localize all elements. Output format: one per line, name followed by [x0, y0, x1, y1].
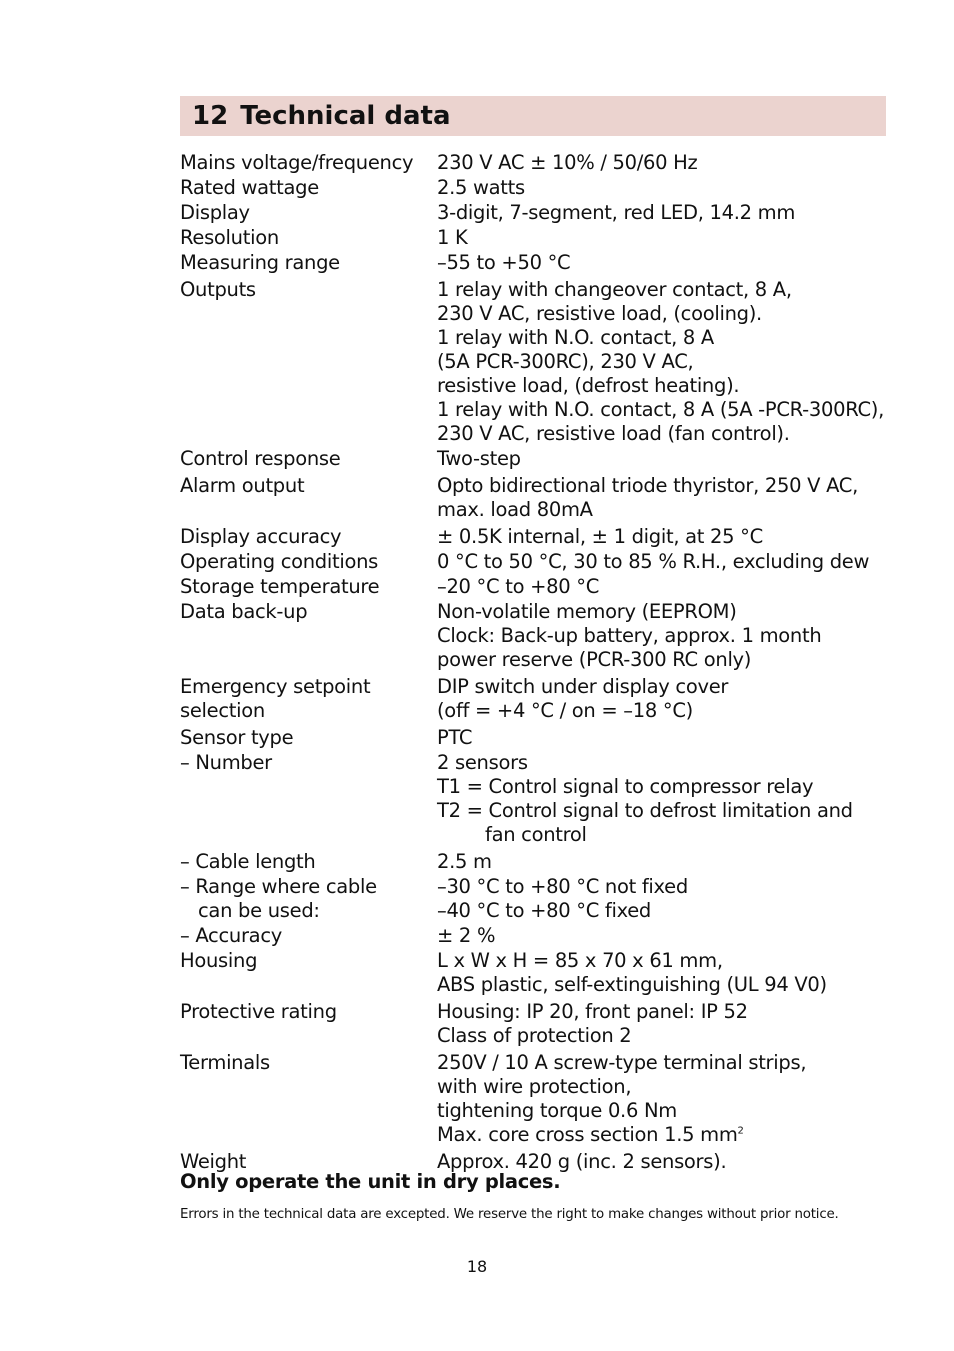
spec-value-line: [437, 251, 920, 275]
superscript: 2: [737, 1125, 744, 1137]
spec-value: [437, 176, 920, 200]
spec-value-line: [437, 1099, 920, 1123]
spec-label: [180, 525, 437, 549]
spec-row: [180, 474, 920, 522]
spec-row: [180, 1051, 920, 1147]
spec-value-line: [437, 726, 920, 750]
spec-value-text: Opto bidirectional triode thyristor, 250 V AC,: [437, 474, 858, 497]
spec-value-line: [437, 850, 920, 874]
spec-value-text: Class of protection 2: [437, 1024, 632, 1047]
spec-value-text: 2 sensors: [437, 751, 528, 774]
spec-value-line: [437, 600, 920, 624]
spec-value-line: [437, 799, 920, 823]
spec-row: [180, 525, 920, 549]
spec-value-text: ± 2 %: [437, 924, 496, 947]
spec-value: [437, 751, 920, 847]
spec-value: [437, 278, 920, 446]
spec-value-text: 1 relay with N.O. contact, 8 A (5A -PCR-300RC),: [437, 398, 884, 421]
spec-value: [437, 1051, 920, 1147]
spec-label: [180, 550, 437, 574]
spec-label: [180, 278, 437, 446]
spec-value-text: tightening torque 0.6 Nm: [437, 1099, 677, 1122]
spec-row: [180, 600, 920, 672]
spec-label: [180, 875, 437, 923]
spec-label-line: Display accuracy: [180, 525, 342, 548]
spec-label: [180, 924, 437, 948]
spec-value-text: –55 to +50 °C: [437, 251, 571, 274]
spec-value-line: [437, 823, 920, 847]
spec-value-text: DIP switch under display cover: [437, 675, 729, 698]
spec-label: [180, 447, 437, 471]
spec-value: [437, 949, 920, 997]
spec-value-text: 1 relay with N.O. contact, 8 A: [437, 326, 714, 349]
spec-value-line: [437, 302, 920, 326]
spec-value: [437, 474, 920, 522]
spec-row: [180, 278, 920, 446]
spec-value-text: Max. core cross section 1.5 mm: [437, 1123, 738, 1146]
spec-value-text: power reserve (PCR-300 RC only): [437, 648, 752, 671]
spec-value-line: [437, 350, 920, 374]
spec-value: [437, 525, 920, 549]
spec-row: [180, 226, 920, 250]
spec-value-line: [437, 398, 920, 422]
spec-value-line: [437, 226, 920, 250]
spec-label-line: can be used:: [198, 899, 320, 922]
spec-value-line: [437, 326, 920, 350]
spec-value-line: [437, 176, 920, 200]
spec-label-line: Emergency setpoint: [180, 675, 371, 698]
section-number: 12: [192, 101, 229, 131]
spec-label: [180, 949, 437, 997]
spec-value-line: [437, 1000, 920, 1024]
spec-label-line: – Accuracy: [180, 924, 282, 947]
spec-value-line: [437, 374, 920, 398]
spec-label-line: Outputs: [180, 278, 256, 301]
spec-value-text: 1 K: [437, 226, 468, 249]
spec-value-text: 1 relay with changeover contact, 8 A,: [437, 278, 792, 301]
spec-value-line: [437, 151, 920, 175]
spec-value: [437, 1000, 920, 1048]
spec-value-line: [437, 751, 920, 775]
spec-value-line: [437, 575, 920, 599]
spec-value-line: [437, 201, 920, 225]
spec-label-line: Terminals: [180, 1051, 270, 1074]
spec-value: [437, 151, 920, 175]
spec-value-text: Approx. 420 g (inc. 2 sensors).: [437, 1150, 727, 1173]
spec-value-line: [437, 949, 920, 973]
spec-value-text: 3-digit, 7-segment, red LED, 14.2 mm: [437, 201, 796, 224]
spec-table: [180, 151, 920, 1174]
spec-value-line: [437, 699, 920, 723]
spec-label: [180, 1000, 437, 1048]
spec-row: [180, 176, 920, 200]
spec-value-text: PTC: [437, 726, 473, 749]
spec-row: [180, 1000, 920, 1048]
spec-value-line: [437, 1075, 920, 1099]
spec-value-text: –30 °C to +80 °C not fixed: [437, 875, 688, 898]
spec-label: [180, 474, 437, 522]
spec-row: [180, 949, 920, 997]
spec-label: [180, 726, 437, 750]
spec-label: [180, 251, 437, 275]
spec-value-text: 230 V AC ± 10% / 50/60 Hz: [437, 151, 698, 174]
spec-value-text: 0 °C to 50 °C, 30 to 85 % R.H., excluding dew: [437, 550, 870, 573]
spec-row: [180, 751, 920, 847]
spec-row: [180, 726, 920, 750]
spec-value: [437, 726, 920, 750]
spec-value-text: resistive load, (defrost heating).: [437, 374, 740, 397]
spec-value-text: 250V / 10 A screw-type terminal strips,: [437, 1051, 807, 1074]
spec-value-line: [437, 648, 920, 672]
spec-value-line: [437, 875, 920, 899]
spec-value-line: [437, 1024, 920, 1048]
section-header: [180, 96, 886, 136]
spec-label: [180, 151, 437, 175]
spec-row: [180, 924, 920, 948]
spec-value-text: 230 V AC, resistive load (fan control).: [437, 422, 790, 445]
spec-label-line: Sensor type: [180, 726, 294, 749]
spec-label-line: Housing: [180, 949, 258, 972]
spec-value: [437, 447, 920, 471]
spec-value-line: [437, 498, 920, 522]
spec-row: [180, 251, 920, 275]
spec-label-line: Weight: [180, 1150, 247, 1173]
spec-value: [437, 924, 920, 948]
spec-value-text: fan control: [485, 823, 587, 846]
spec-row: [180, 575, 920, 599]
spec-value-text: ± 0.5K internal, ± 1 digit, at 25 °C: [437, 525, 763, 548]
spec-value: [437, 675, 920, 723]
spec-value-text: 230 V AC, resistive load, (cooling).: [437, 302, 762, 325]
spec-value-line: [437, 474, 920, 498]
spec-row: [180, 151, 920, 175]
spec-value-line: [437, 1051, 920, 1075]
spec-label-line: – Number: [180, 751, 272, 774]
spec-value-line: [437, 278, 920, 302]
spec-label: [180, 751, 437, 847]
spec-label-line: Data back-up: [180, 600, 308, 623]
spec-value-line: [437, 624, 920, 648]
spec-row: [180, 201, 920, 225]
spec-value-line: [437, 675, 920, 699]
spec-value-text: Non-volatile memory (EEPROM): [437, 600, 737, 623]
spec-label: [180, 850, 437, 874]
spec-label-line: Measuring range: [180, 251, 340, 274]
spec-label-line: Rated wattage: [180, 176, 319, 199]
spec-value-line: [437, 447, 920, 471]
warning-text: Only operate the unit in dry places.: [180, 1170, 561, 1193]
spec-value-text: Housing: IP 20, front panel: IP 52: [437, 1000, 748, 1023]
spec-value-text: max. load 80mA: [437, 498, 593, 521]
spec-value-line: [437, 775, 920, 799]
spec-row: [180, 447, 920, 471]
spec-value-text: Two-step: [437, 447, 521, 470]
spec-value: [437, 251, 920, 275]
spec-value: [437, 201, 920, 225]
spec-value-text: T2 = Control signal to defrost limitation and: [437, 799, 853, 822]
spec-value: [437, 550, 920, 574]
spec-value-text: 2.5 m: [437, 850, 492, 873]
spec-label-line: – Range where cable: [180, 875, 377, 898]
spec-label-line: Protective rating: [180, 1000, 337, 1023]
spec-value: [437, 575, 920, 599]
spec-label-line: Control response: [180, 447, 341, 470]
spec-row: [180, 850, 920, 874]
spec-label: [180, 575, 437, 599]
spec-value-line: [437, 924, 920, 948]
spec-label: [180, 176, 437, 200]
spec-value-text: ABS plastic, self-extinguishing (UL 94 V0): [437, 973, 827, 996]
spec-label-line: Storage temperature: [180, 575, 380, 598]
spec-value-text: L x W x H = 85 x 70 x 61 mm,: [437, 949, 723, 972]
spec-value-text: 2.5 watts: [437, 176, 525, 199]
spec-label: [180, 201, 437, 225]
spec-row: [180, 675, 920, 723]
spec-value-line: [437, 525, 920, 549]
spec-label-line: Display: [180, 201, 250, 224]
spec-label-line: Operating conditions: [180, 550, 379, 573]
spec-label-line: Mains voltage/frequency: [180, 151, 414, 174]
spec-row: [180, 550, 920, 574]
spec-value-text: (off = +4 °C / on = –18 °C): [437, 699, 693, 722]
spec-label: [180, 1051, 437, 1147]
spec-value-text: –40 °C to +80 °C fixed: [437, 899, 652, 922]
disclaimer-text: Errors in the technical data are excepted. We reserve the right to make changes without prior notice.: [180, 1207, 839, 1222]
spec-row: [180, 875, 920, 923]
spec-value-text: –20 °C to +80 °C: [437, 575, 600, 598]
section-title: Technical data: [240, 101, 451, 131]
spec-value-line: [437, 973, 920, 997]
spec-label-line: – Cable length: [180, 850, 316, 873]
spec-label: [180, 226, 437, 250]
spec-value: [437, 875, 920, 923]
spec-label-line: Resolution: [180, 226, 279, 249]
page-number: 18: [466, 1257, 488, 1276]
spec-value-line: [437, 899, 920, 923]
spec-value: [437, 850, 920, 874]
spec-value-line: [437, 550, 920, 574]
spec-value-text: T1 = Control signal to compressor relay: [437, 775, 814, 798]
spec-label: [180, 600, 437, 672]
spec-value-text: with wire protection,: [437, 1075, 632, 1098]
spec-label: [180, 675, 437, 723]
spec-value-text: Clock: Back-up battery, approx. 1 month: [437, 624, 822, 647]
spec-value-text: (5A PCR-300RC), 230 V AC,: [437, 350, 694, 373]
spec-label-line: selection: [180, 699, 265, 722]
spec-value: [437, 226, 920, 250]
spec-value-line: [437, 1123, 920, 1147]
spec-label-line: Alarm output: [180, 474, 305, 497]
spec-value-line: [437, 422, 920, 446]
spec-value: [437, 600, 920, 672]
